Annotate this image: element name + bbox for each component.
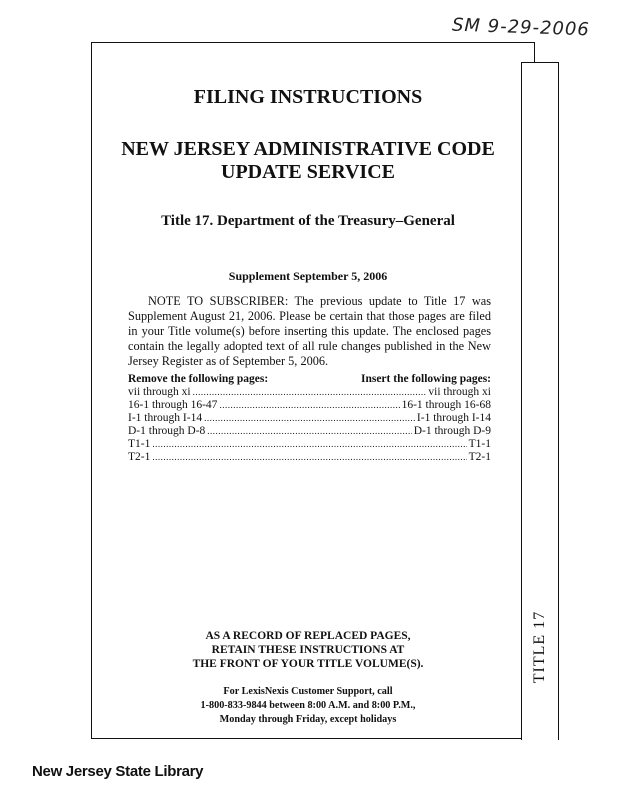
title-tab-label: TITLE 17: [531, 610, 548, 684]
remove-pages: D-1 through D-8: [128, 425, 206, 437]
table-row: [128, 425, 491, 438]
supplement-date: Supplement September 5, 2006: [228, 269, 388, 283]
table-row: [128, 451, 491, 464]
remove-pages: 16-1 through 16-47: [128, 399, 218, 411]
page-heading: FILING INSTRUCTIONS: [193, 86, 423, 108]
remove-pages: vii through xi: [128, 386, 191, 398]
table-row: [128, 412, 491, 425]
insert-header: Insert the following pages:: [360, 373, 491, 385]
handwritten-date-note: SM 9-29-2006: [451, 14, 591, 41]
library-footer: New Jersey State Library: [32, 763, 204, 780]
table-row: [128, 399, 491, 412]
support-line: 1-800-833-9844 between 8:00 A.M. and 8:00 P.M.,: [200, 700, 416, 711]
record-notice-line: RETAIN THESE INSTRUCTIONS AT: [211, 644, 405, 656]
support-line: For LexisNexis Customer Support, call: [223, 686, 393, 697]
leader-dots: [219, 399, 399, 412]
insert-pages: T2-1: [468, 451, 491, 463]
insert-pages: I-1 through I-14: [416, 412, 491, 424]
remove-pages: T2-1: [128, 451, 151, 463]
record-notice-line: THE FRONT OF YOUR TITLE VOLUME(S).: [192, 658, 424, 670]
insert-pages: vii through xi: [428, 386, 491, 398]
service-title-line-2: UPDATE SERVICE: [221, 161, 395, 183]
service-title-line-1: NEW JERSEY ADMINISTRATIVE CODE: [121, 138, 495, 160]
table-row: [128, 438, 491, 451]
support-line: Monday through Friday, except holidays: [219, 714, 397, 725]
pages-table-header: [128, 373, 491, 386]
title-name: Title 17. Department of the Treasury–General: [161, 213, 455, 229]
pages-table: [128, 373, 491, 464]
leader-dots: [152, 438, 466, 451]
subscriber-note: NOTE TO SUBSCRIBER: The previous update to Title 17 was Supplement August 21, 2006. Please be certain that those pages are filed in your Title volume(s) before inserting this update. The enclosed pages contain the legally adopted text of all rule changes published in the New Jersey Register as of September 5, 2006.: [128, 294, 491, 368]
customer-support: [100, 685, 516, 727]
remove-header: Remove the following pages:: [128, 373, 269, 385]
table-row: [128, 386, 491, 399]
record-notice: [100, 629, 516, 671]
insert-pages: 16-1 through 16-68: [401, 399, 491, 411]
leader-dots: [193, 386, 427, 399]
record-notice-line: AS A RECORD OF REPLACED PAGES,: [205, 630, 411, 642]
insert-pages: T1-1: [468, 438, 491, 450]
remove-pages: T1-1: [128, 438, 151, 450]
leader-dots: [152, 451, 466, 464]
leader-dots: [207, 425, 411, 438]
remove-pages: I-1 through I-14: [128, 412, 203, 424]
service-title: [100, 138, 516, 184]
insert-pages: D-1 through D-9: [413, 425, 491, 437]
leader-dots: [204, 412, 415, 425]
